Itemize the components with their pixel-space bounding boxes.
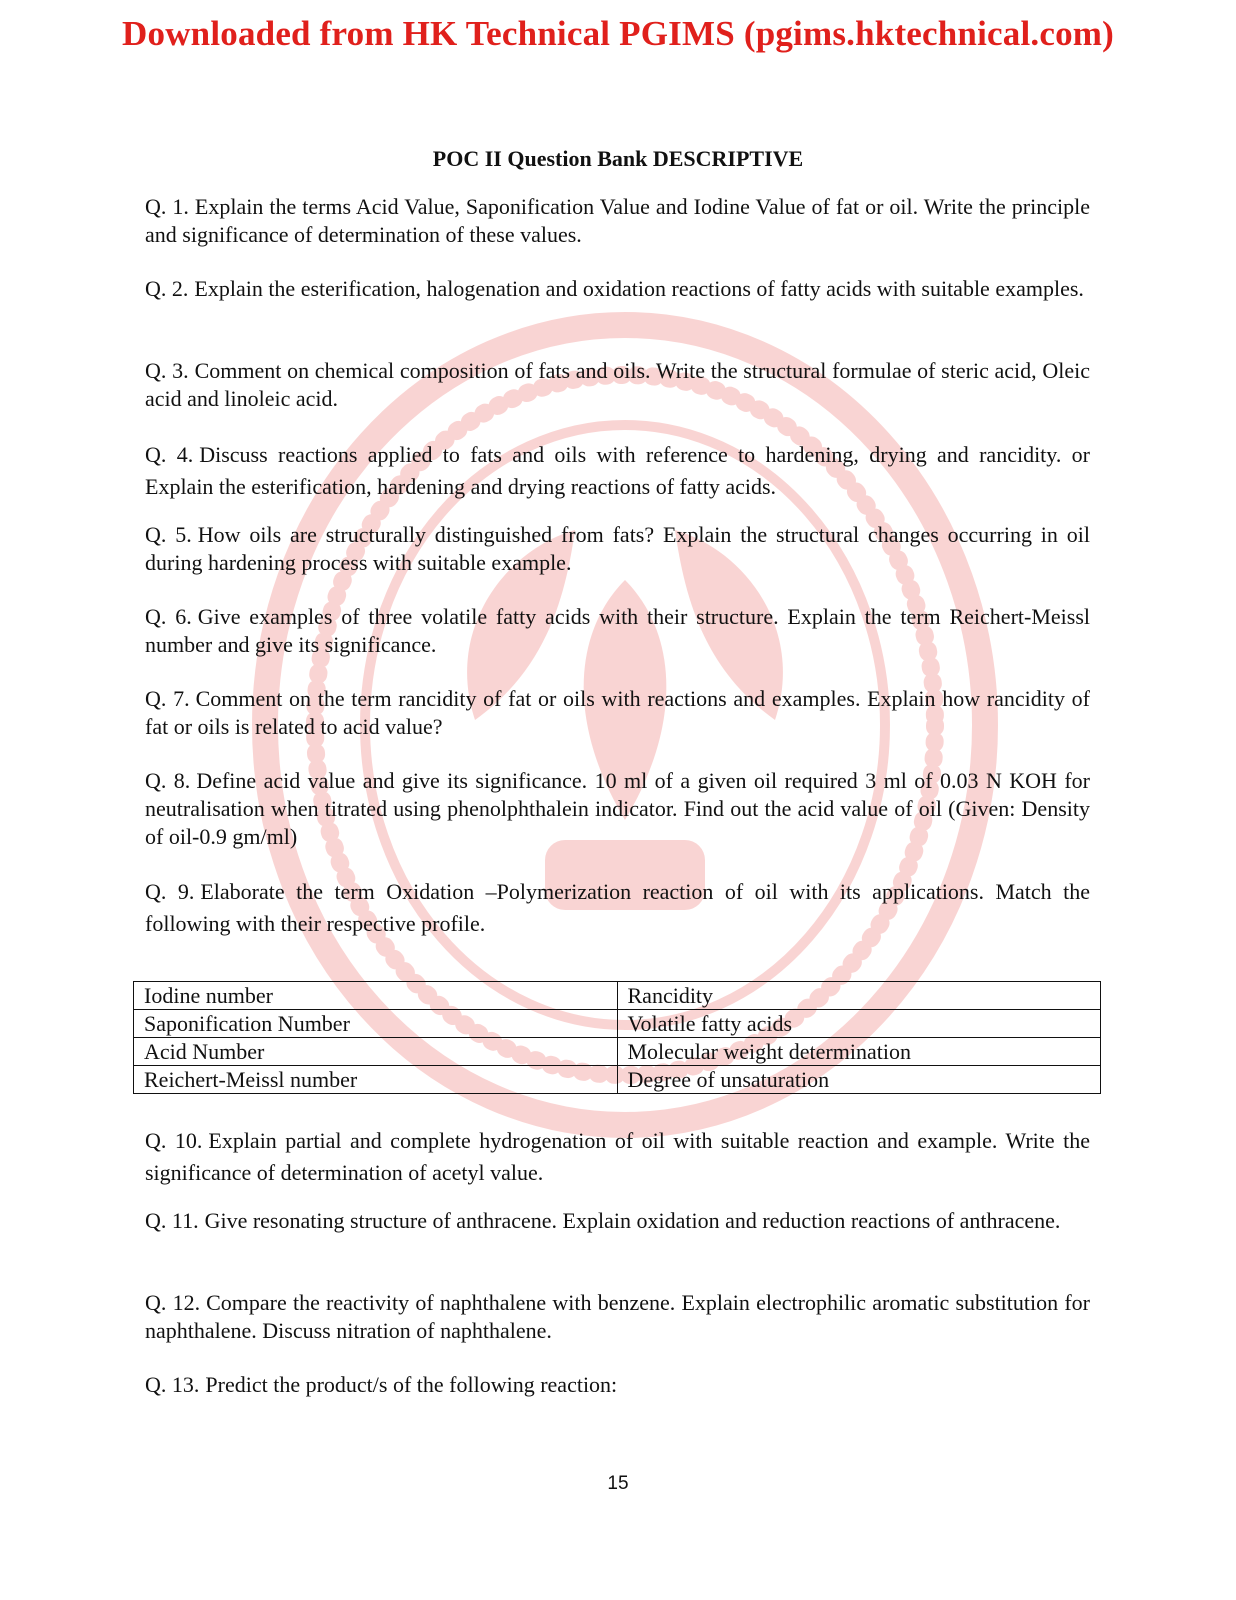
table-cell: Iodine number	[134, 982, 618, 1010]
page-number: 15	[607, 1473, 629, 1494]
question-10	[145, 1125, 1090, 1189]
question-number: Q. 2.	[145, 276, 189, 301]
question-text: Define acid value and give its significance. 10 ml of a given oil required 3 ml of 0.03 N KOH for neutralisation when titrated using phenolphthalein indicator. Find out the acid value of oil (Given: Density of oil-0.9 gm/ml)	[145, 768, 1090, 849]
table-cell: Acid Number	[134, 1038, 618, 1066]
question-2	[145, 275, 1090, 303]
question-text: Predict the product/s of the following reaction:	[205, 1372, 618, 1397]
table-cell: Reichert-Meissl number	[134, 1066, 618, 1094]
question-number: Q. 5.	[145, 522, 192, 547]
question-number: Q. 11.	[145, 1208, 199, 1233]
question-5	[145, 521, 1090, 577]
question-4	[145, 439, 1090, 503]
question-13	[145, 1371, 1090, 1399]
question-3	[145, 357, 1090, 413]
question-text: Compare the reactivity of naphthalene with benzene. Explain electrophilic aromatic substitution for naphthalene. Discuss nitration of naphthalene.	[145, 1290, 1090, 1343]
question-text: Elaborate the term Oxidation –Polymerization reaction of oil with its applications. Match the following with their respective profile.	[145, 879, 1091, 936]
table-row	[134, 1066, 1101, 1094]
question-number: Q. 7.	[145, 686, 190, 711]
question-number: Q. 13.	[145, 1372, 200, 1397]
question-number: Q. 6.	[145, 604, 192, 629]
table-cell: Rancidity	[617, 982, 1101, 1010]
table-row	[134, 1010, 1101, 1038]
table-row	[134, 982, 1101, 1010]
question-text: Explain partial and complete hydrogenation of oil with suitable reaction and example. Write the significance of determination of acetyl value.	[145, 1128, 1091, 1185]
question-11	[145, 1207, 1090, 1235]
question-number: Q. 3.	[145, 358, 189, 383]
question-text: Explain the terms Acid Value, Saponification Value and Iodine Value of fat or oil. Write the principle and significance of determination of these values.	[145, 194, 1091, 247]
question-number: Q. 8.	[145, 768, 191, 793]
question-number: Q. 4.	[145, 442, 194, 467]
question-number: Q. 10.	[145, 1128, 203, 1153]
question-8	[145, 767, 1090, 851]
question-text: Discuss reactions applied to fats and oils with reference to hardening, drying and rancidity. or Explain the esterification, hardening and drying reactions of fatty acids.	[145, 442, 1091, 499]
question-12	[145, 1289, 1090, 1345]
question-text: How oils are structurally distinguished from fats? Explain the structural changes occurring in oil during hardening process with suitable example.	[145, 522, 1090, 575]
document-title: POC II Question Bank DESCRIPTIVE	[432, 146, 804, 171]
question-number: Q. 12.	[145, 1290, 201, 1315]
match-table	[133, 981, 1101, 1094]
table-cell: Volatile fatty acids	[617, 1010, 1101, 1038]
question-1	[145, 193, 1090, 249]
question-number: Q. 1.	[145, 194, 189, 219]
table-cell: Molecular weight determination	[617, 1038, 1101, 1066]
table-row	[134, 1038, 1101, 1066]
question-text: Explain the esterification, halogenation and oxidation reactions of fatty acids with suitable examples.	[194, 276, 1084, 301]
question-6	[145, 603, 1090, 659]
question-7	[145, 685, 1090, 741]
table-cell: Saponification Number	[134, 1010, 618, 1038]
question-text: Give resonating structure of anthracene. Explain oxidation and reduction reactions of anthracene.	[204, 1208, 1061, 1233]
table-cell: Degree of unsaturation	[617, 1066, 1101, 1094]
question-number: Q. 9.	[145, 879, 195, 904]
question-text: Give examples of three volatile fatty acids with their structure. Explain the term Reichert-Meissl number and give its significance.	[145, 604, 1091, 657]
question-text: Comment on the term rancidity of fat or oils with reactions and examples. Explain how rancidity of fat or oils is related to acid value?	[145, 686, 1091, 739]
question-9	[145, 876, 1090, 940]
question-text: Comment on chemical composition of fats and oils. Write the structural formulae of steric acid, Oleic acid and linoleic acid.	[145, 358, 1090, 411]
download-banner: Downloaded from HK Technical PGIMS (pgims.hktechnical.com)	[122, 14, 1114, 53]
